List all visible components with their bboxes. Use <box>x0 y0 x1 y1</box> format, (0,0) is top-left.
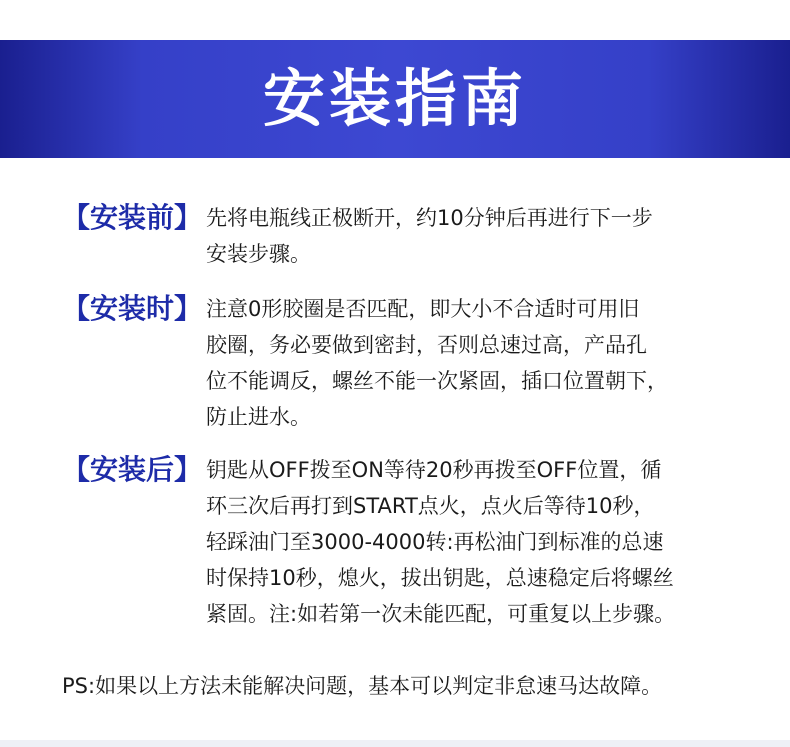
text-line: 轻踩油门至3000-4000转:再松油门到标准的总速 <box>206 530 664 554</box>
section-label: 【安装后】 <box>62 453 203 486</box>
section-label: 【安装前】 <box>62 201 203 234</box>
text-line: 胶圈，务必要做到密封，否则总速过高，产品孔 <box>206 333 647 357</box>
text-line: 位不能调反，螺丝不能一次紧固，插口位置朝下， <box>206 369 668 393</box>
text-line: 紧固。注:如若第一次未能匹配，可重复以上步骤。 <box>206 602 676 626</box>
ps-note: PS:如果以上方法未能解决问题，基本可以判定非怠速马达故障。 <box>62 674 663 698</box>
text-line: 钥匙从OFF拨至ON等待20秒再拨至OFF位置，循 <box>206 458 662 482</box>
section-text <box>206 200 746 272</box>
section-text <box>206 291 746 435</box>
header-banner <box>0 40 790 158</box>
text-line: 防止进水。 <box>206 405 311 429</box>
section-text <box>206 452 746 632</box>
text-line: 安装步骤。 <box>206 242 311 266</box>
text-line: 时保持10秒，熄火，拔出钥匙，总速稳定后将螺丝 <box>206 566 674 590</box>
text-line: 环三次后再打到START点火，点火后等待10秒， <box>206 494 655 518</box>
text-line: 先将电瓶线正极断开，约10分钟后再进行下一步 <box>206 206 653 230</box>
page-title: 安装指南 <box>262 62 527 135</box>
text-line: 注意0形胶圈是否匹配，即大小不合适时可用旧 <box>206 297 640 321</box>
section-label: 【安装时】 <box>62 292 203 325</box>
bottom-divider <box>0 740 790 747</box>
